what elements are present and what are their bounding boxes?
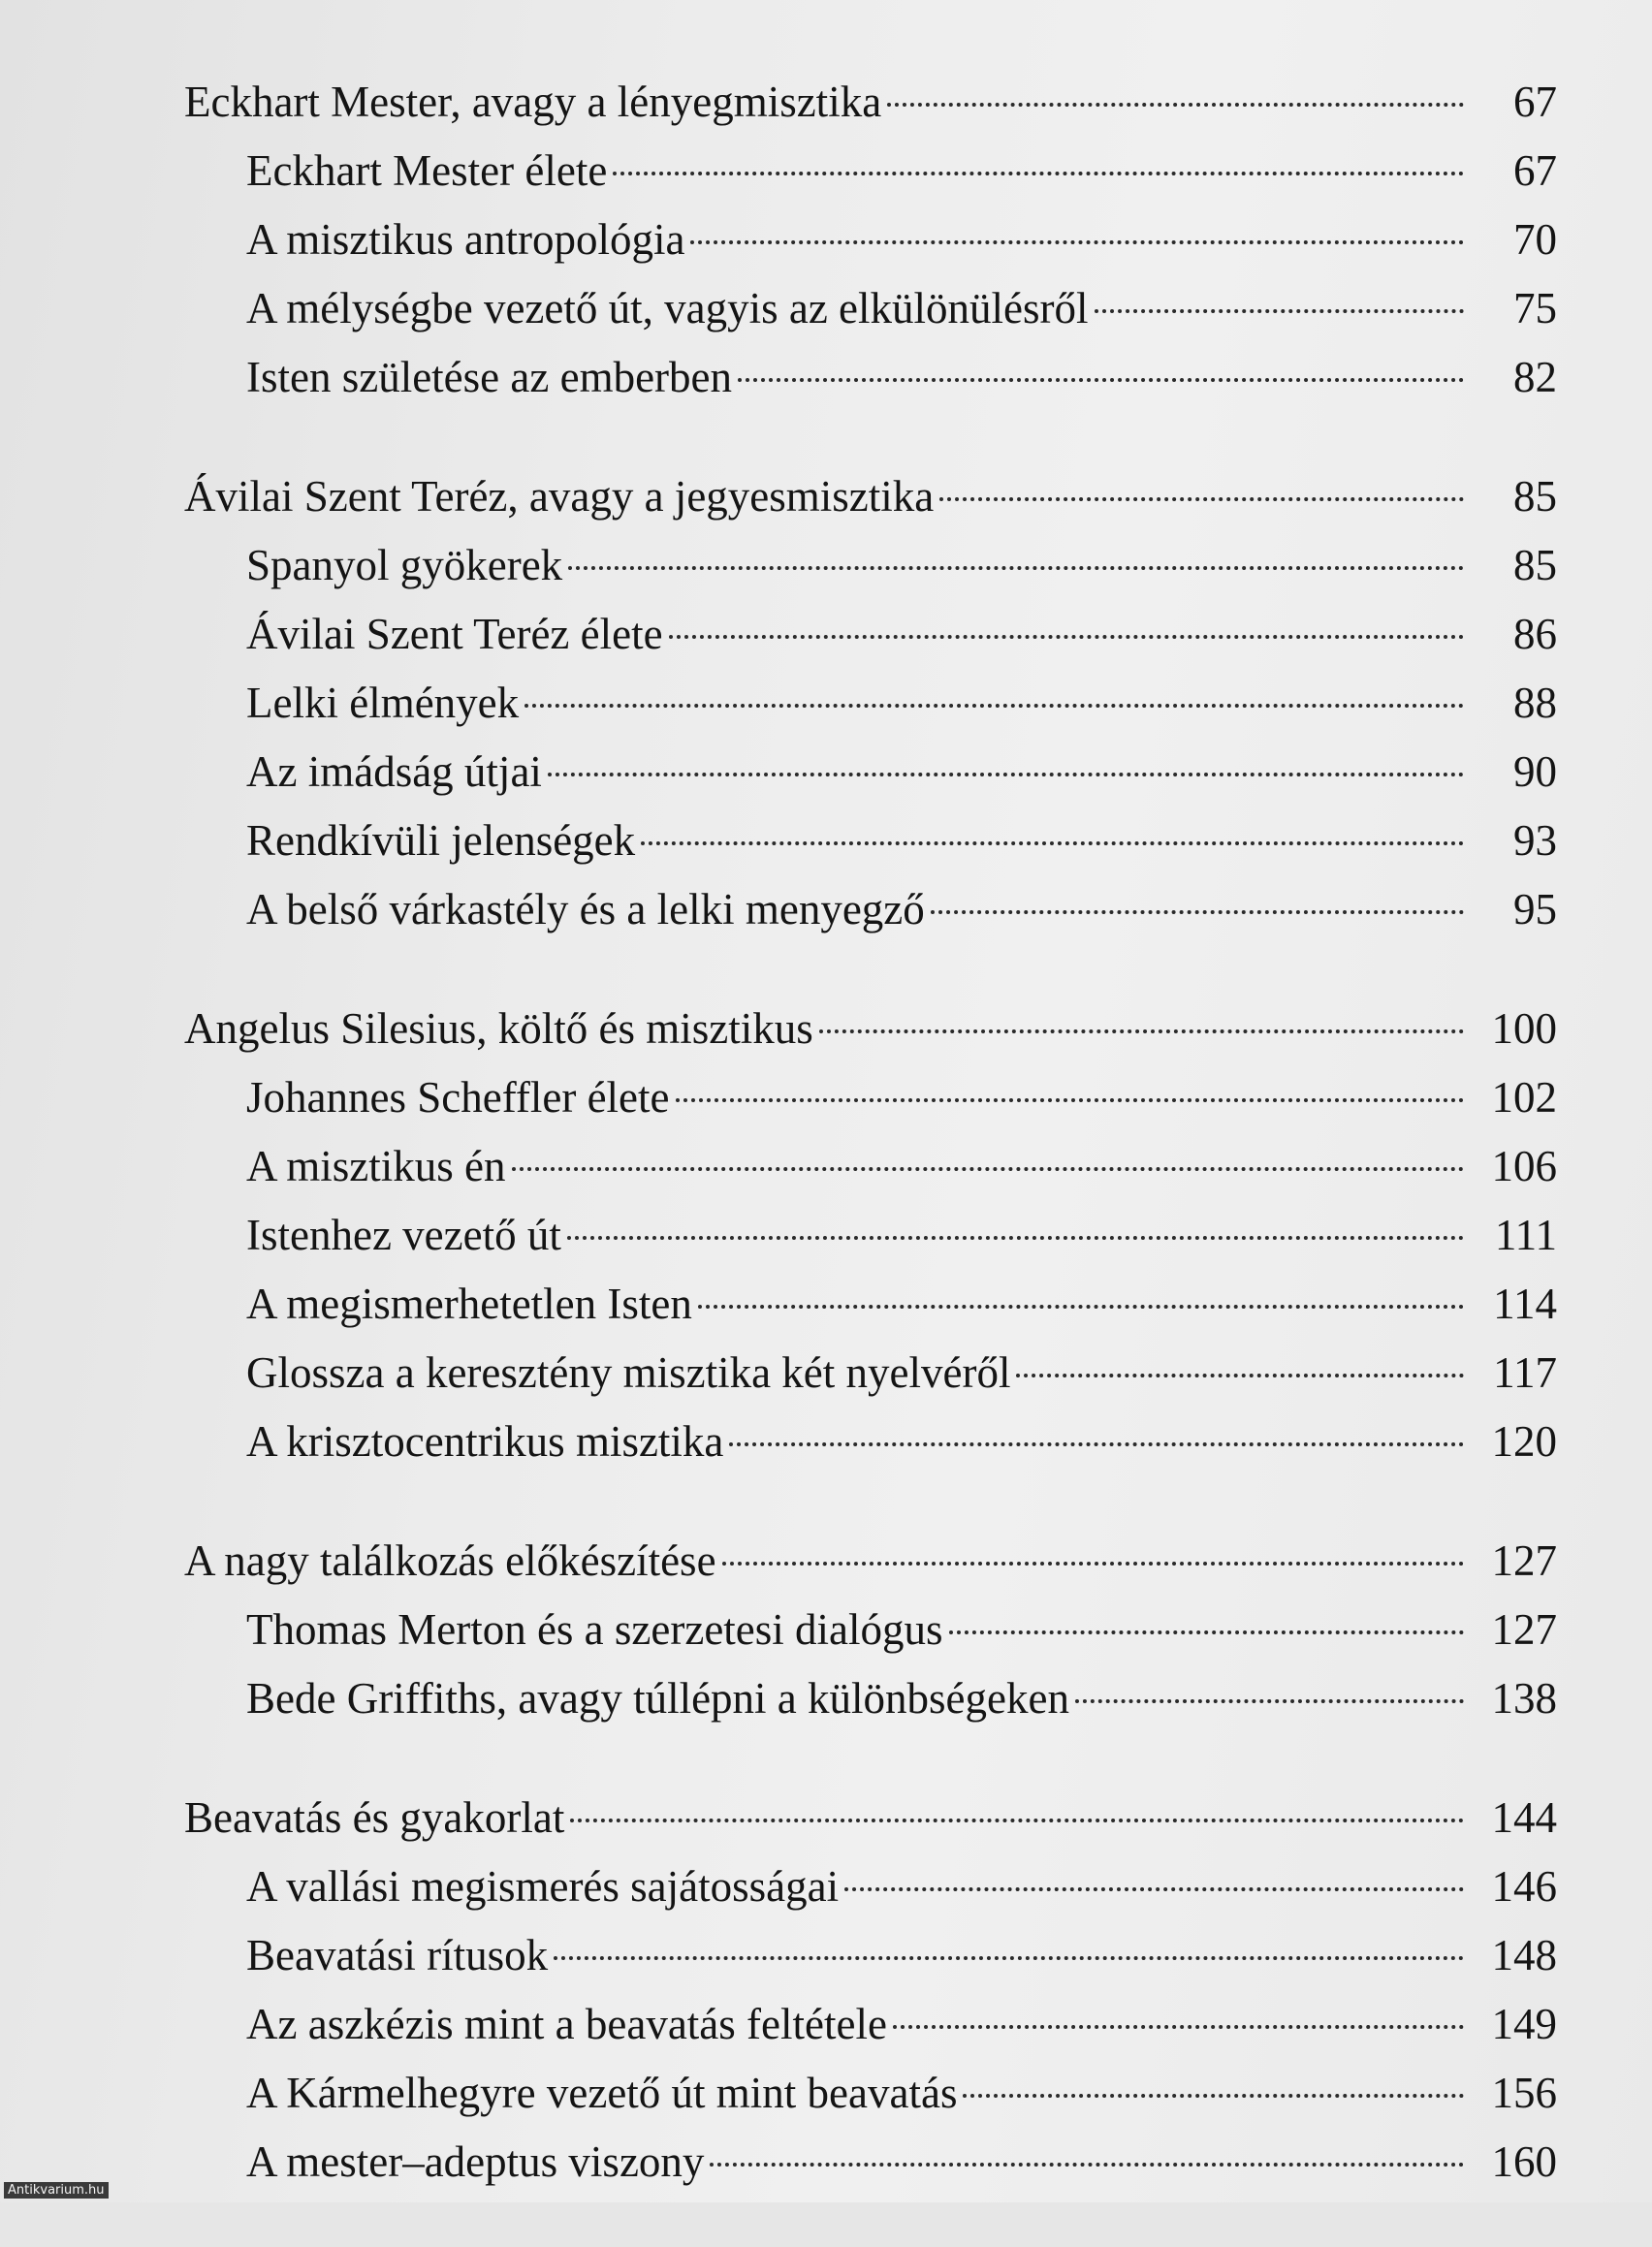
toc-subentry-title: Rendkívüli jelenségek bbox=[246, 816, 636, 865]
page-number: 117 bbox=[1493, 1348, 1557, 1397]
toc-subentry-title: Thomas Merton és a szerzetesi dialógus bbox=[246, 1605, 943, 1654]
toc-section bbox=[0, 68, 1652, 412]
toc-subentry bbox=[0, 531, 1652, 600]
toc-chapter-entry bbox=[0, 1527, 1652, 1596]
toc-section bbox=[0, 995, 1652, 1476]
dot-leader bbox=[567, 1236, 1464, 1240]
dot-leader bbox=[548, 773, 1464, 776]
toc-subentry bbox=[0, 2128, 1652, 2197]
page-number: 156 bbox=[1491, 2069, 1557, 2117]
toc-subentry-title: A krisztocentrikus misztika bbox=[246, 1417, 724, 1466]
toc-chapter-entry bbox=[0, 462, 1652, 531]
dot-leader bbox=[738, 378, 1464, 382]
dot-leader bbox=[1095, 309, 1464, 313]
page-number: 95 bbox=[1513, 885, 1557, 934]
toc-chapter-entry-title: Ávilai Szent Teréz, avagy a jegyesmisztika bbox=[184, 472, 935, 521]
toc-subentry-title: A vallási megismerés sajátosságai bbox=[246, 1862, 840, 1911]
dot-leader bbox=[949, 1630, 1464, 1634]
dot-leader bbox=[710, 2163, 1464, 2167]
toc-subentry bbox=[0, 875, 1652, 944]
page-number: 111 bbox=[1494, 1211, 1557, 1259]
toc-subentry bbox=[0, 1132, 1652, 1201]
toc-subentry bbox=[0, 1852, 1652, 1921]
page-number: 93 bbox=[1513, 816, 1557, 865]
toc-chapter-entry bbox=[0, 1784, 1652, 1852]
page-number: 144 bbox=[1491, 1793, 1557, 1842]
toc-subentry bbox=[0, 1201, 1652, 1270]
toc-subentry bbox=[0, 343, 1652, 412]
dot-leader bbox=[887, 103, 1464, 107]
page-number: 127 bbox=[1491, 1536, 1557, 1585]
toc-subentry-title: Bede Griffiths, avagy túllépni a különbségeken bbox=[246, 1674, 1069, 1723]
page-number: 148 bbox=[1491, 1931, 1557, 1979]
dot-leader bbox=[931, 910, 1464, 914]
toc-chapter-entry-title: Beavatás és gyakorlat bbox=[184, 1793, 565, 1842]
toc-subentry bbox=[0, 274, 1652, 343]
page-number: 106 bbox=[1491, 1142, 1557, 1190]
toc-subentry bbox=[0, 807, 1652, 875]
dot-leader bbox=[512, 1167, 1465, 1171]
toc-subentry bbox=[0, 1270, 1652, 1339]
dot-leader bbox=[844, 1887, 1464, 1891]
toc-subentry-title: Spanyol gyökerek bbox=[246, 541, 563, 589]
toc-section bbox=[0, 462, 1652, 944]
page-number: 114 bbox=[1493, 1280, 1557, 1328]
dot-leader bbox=[1075, 1699, 1464, 1703]
dot-leader bbox=[939, 497, 1464, 501]
page-number: 82 bbox=[1513, 353, 1557, 401]
toc-subentry-title: A misztikus én bbox=[246, 1142, 506, 1190]
toc-subentry bbox=[0, 669, 1652, 738]
toc-chapter-entry bbox=[0, 995, 1652, 1063]
page-number: 127 bbox=[1491, 1605, 1557, 1654]
toc-chapter-entry-title: Angelus Silesius, költő és misztikus bbox=[184, 1004, 813, 1053]
toc-subentry-title: Beavatási rítusok bbox=[246, 1931, 549, 1979]
page-number: 88 bbox=[1513, 679, 1557, 727]
toc-subentry bbox=[0, 1921, 1652, 1990]
toc-subentry bbox=[0, 738, 1652, 807]
dot-leader bbox=[554, 1956, 1464, 1960]
toc-subentry-title: Ávilai Szent Teréz élete bbox=[246, 610, 663, 658]
page-number: 160 bbox=[1491, 2137, 1557, 2186]
page-number: 149 bbox=[1491, 2000, 1557, 2048]
page-number: 67 bbox=[1513, 78, 1557, 126]
dot-leader bbox=[729, 1442, 1464, 1446]
dot-leader bbox=[819, 1029, 1464, 1033]
toc-subentry-title: A megismerhetetlen Isten bbox=[246, 1280, 692, 1328]
page-number: 75 bbox=[1513, 284, 1557, 332]
toc-subentry-title: A mester–adeptus viszony bbox=[246, 2137, 705, 2186]
toc-subentry bbox=[0, 1990, 1652, 2059]
dot-leader bbox=[641, 841, 1464, 845]
toc-subentry-title: Az aszkézis mint a beavatás feltétele bbox=[246, 2000, 887, 2048]
toc-subentry bbox=[0, 1664, 1652, 1733]
toc-subentry bbox=[0, 1063, 1652, 1132]
dot-leader bbox=[690, 240, 1464, 244]
toc-subentry bbox=[0, 1408, 1652, 1476]
dot-leader bbox=[669, 635, 1464, 639]
dot-leader bbox=[963, 2094, 1464, 2098]
toc-subentry bbox=[0, 1339, 1652, 1408]
toc-subentry-title: Glossza a keresztény misztika két nyelvéről bbox=[246, 1348, 1011, 1397]
toc-subentry-title: Istenhez vezető út bbox=[246, 1211, 561, 1259]
page-number: 86 bbox=[1513, 610, 1557, 658]
table-of-contents bbox=[0, 68, 1652, 2247]
toc-subentry-title: A belső várkastély és a lelki menyegző bbox=[246, 885, 925, 934]
page-number: 70 bbox=[1513, 215, 1557, 264]
toc-section bbox=[0, 1527, 1652, 1733]
toc-subentry-title: Eckhart Mester élete bbox=[246, 146, 608, 195]
toc-subentry bbox=[0, 600, 1652, 669]
dot-leader bbox=[722, 1562, 1464, 1566]
toc-subentry bbox=[0, 206, 1652, 274]
toc-subentry-title: A Kármelhegyre vezető út mint beavatás bbox=[246, 2069, 958, 2117]
page-number: 67 bbox=[1513, 146, 1557, 195]
toc-section bbox=[0, 1784, 1652, 2197]
toc-chapter-entry bbox=[0, 68, 1652, 137]
page-number: 85 bbox=[1513, 541, 1557, 589]
toc-subentry-title: Lelki élmények bbox=[246, 679, 520, 727]
dot-leader bbox=[676, 1098, 1465, 1102]
toc-chapter-entry-title: Eckhart Mester, avagy a lényegmisztika bbox=[184, 78, 882, 126]
toc-subentry-title: Isten születése az emberben bbox=[246, 353, 732, 401]
page-number: 102 bbox=[1491, 1073, 1557, 1122]
page-number: 146 bbox=[1491, 1862, 1557, 1911]
page-number: 138 bbox=[1491, 1674, 1557, 1723]
toc-chapter-entry-title: A nagy találkozás előkészítése bbox=[184, 1536, 716, 1585]
dot-leader bbox=[1016, 1374, 1464, 1377]
dot-leader bbox=[613, 172, 1464, 175]
watermark: Antikvarium.hu bbox=[4, 2182, 109, 2199]
page-number: 120 bbox=[1491, 1417, 1557, 1466]
page-number: 90 bbox=[1513, 747, 1557, 796]
dot-leader bbox=[568, 566, 1464, 570]
toc-subentry bbox=[0, 137, 1652, 206]
dot-leader bbox=[524, 704, 1464, 708]
dot-leader bbox=[698, 1305, 1464, 1309]
toc-subentry-title: Az imádság útjai bbox=[246, 747, 542, 796]
toc-subentry-title: Johannes Scheffler élete bbox=[246, 1073, 670, 1122]
toc-subentry bbox=[0, 1596, 1652, 1664]
toc-subentry-title: A misztikus antropológia bbox=[246, 215, 685, 264]
dot-leader bbox=[570, 1819, 1464, 1822]
toc-subentry-title: A mélységbe vezető út, vagyis az elkülönülésről bbox=[246, 284, 1089, 332]
page-number: 100 bbox=[1491, 1004, 1557, 1053]
page-number: 85 bbox=[1513, 472, 1557, 521]
dot-leader bbox=[893, 2025, 1464, 2029]
toc-subentry bbox=[0, 2059, 1652, 2128]
